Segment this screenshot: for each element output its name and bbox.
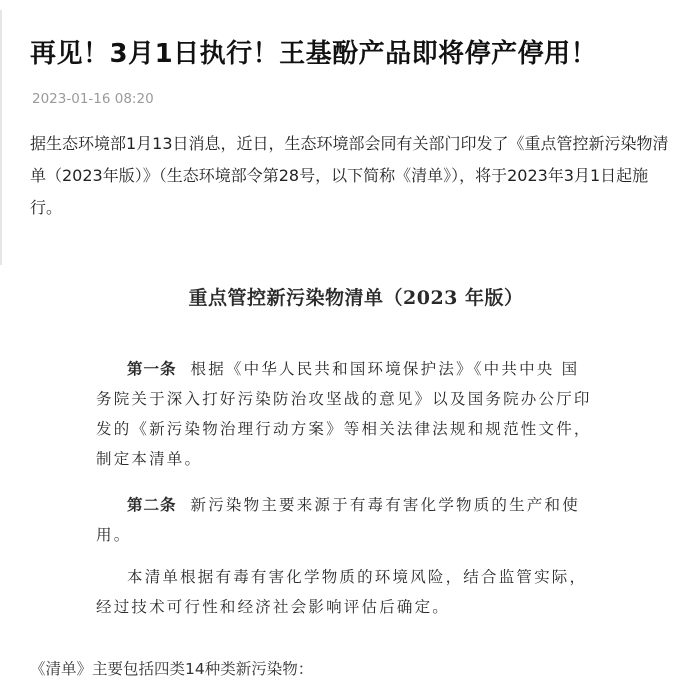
regulation-document-image — [96, 278, 616, 623]
article-one-heading: 第一条 — [127, 360, 177, 378]
article-one-paragraph — [96, 354, 596, 474]
left-border-rule — [0, 10, 2, 265]
lead-paragraph: 据生态环境部1月13日消息，近日，生态环境部会同有关部门印发了《重点管控新污染物清单（2023年版）》（生态环境部令第28号，以下简称《清单》），将于2023年3月1日起施行。 — [30, 134, 669, 217]
article-two-heading: 第二条 — [127, 496, 177, 514]
article-two-continuation — [96, 562, 596, 622]
article-two-continuation-text: 本清单根据有毒有害化学物质的环境风险，结合监管实际，经过技术可行性和经济社会影响评估后确定。 — [96, 568, 588, 616]
article-title: 再见！3月1日执行！王基酚产品即将停产停用！ — [30, 39, 598, 69]
publish-timestamp: 2023-01-16 08:20 — [32, 91, 154, 107]
article-one-text: 根据《中华人民共和国环境保护法》《中共中央 国务院关于深入打好污染防治攻坚战的意见》以及国务院办公厅印发的《新污染物治理行动方案》等相关法律法规和规范性文件，制定本清单。 — [96, 360, 592, 468]
document-title: 重点管控新污染物清单（2023 年版） — [188, 287, 524, 309]
article-two-paragraph — [96, 490, 596, 550]
summary-intro-line: 《清单》主要包括四类14种类新污染物： — [30, 660, 314, 678]
article-two-text: 新污染物主要来源于有毒有害化学物质的生产和使用。 — [96, 496, 580, 544]
